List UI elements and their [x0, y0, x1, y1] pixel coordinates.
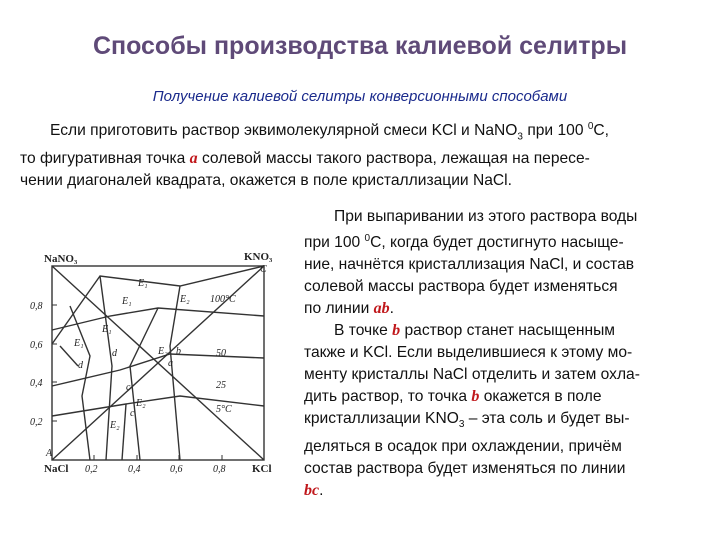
temp-label-5: 5°C — [216, 404, 232, 415]
point-label: E₂ — [158, 346, 168, 357]
x-tick-label: 0,4 — [128, 464, 141, 475]
text-line: по линии ab. — [304, 300, 394, 318]
point-b-mark: b — [471, 388, 480, 406]
intro-line: чении диагоналей квадрата, окажется в поле кристаллизации NaCl. — [20, 172, 512, 190]
text-line: дить раствор, то точка b окажется в поле — [304, 388, 602, 406]
point-label: d — [112, 348, 117, 359]
point-label: E₁ — [138, 278, 148, 289]
x-tick-label: 0,6 — [170, 464, 183, 475]
corner-label-nacl: NaCl — [44, 463, 69, 475]
slide-subtitle: Получение калиевой селитры конверсионными способами — [152, 88, 568, 105]
text-line: менту кристаллы NaCl отделить и затем охла- — [304, 366, 640, 384]
corner-letter-a: A — [46, 448, 53, 459]
x-tick-label: 0,2 — [85, 464, 98, 475]
boundary-line — [170, 286, 180, 460]
point-label: E₁ — [102, 324, 112, 335]
y-tick-label: 0,8 — [30, 301, 43, 312]
y-tick-label: 0,4 — [30, 378, 43, 389]
point-label: b — [176, 346, 181, 357]
isotherm-100 — [52, 266, 264, 344]
point-label: E₂ — [110, 420, 120, 431]
point-label: d — [78, 360, 83, 371]
text-line: солевой массы раствора будет изменяться — [304, 278, 618, 296]
boundary-line — [122, 404, 126, 460]
intro-line: Если приготовить раствор эквимолекулярной смеси KCl и NaNO$_3$ при 100 $^0$С, — [50, 121, 609, 143]
process-paragraph — [304, 206, 704, 502]
y-tick-label: 0,6 — [30, 340, 43, 351]
line-bc-mark: bc — [304, 482, 320, 500]
text-line: В точке b раствор станет насыщенным — [334, 322, 616, 340]
point-a-mark: a — [189, 150, 198, 168]
text-line: деляться в осадок при охлаждении, причём — [304, 438, 622, 456]
corner-label-kcl: KCl — [252, 463, 272, 475]
corner-letter-c: C — [260, 264, 267, 275]
point-label: E₂ — [136, 398, 146, 409]
line-ab-mark: ab — [373, 300, 390, 318]
isotherm-50 — [52, 308, 264, 330]
boundary-line — [100, 276, 112, 460]
point-label: E₁ — [122, 296, 132, 307]
slide-title: Способы производства калиевой селитры — [92, 32, 628, 60]
x-tick-label: 0,8 — [213, 464, 226, 475]
phase-diagram — [30, 246, 300, 476]
point-label: a — [168, 358, 173, 369]
point-label: c — [126, 382, 131, 393]
text-line: также и KCl. Если выделившиеся к этому мо- — [304, 344, 633, 362]
intro-line: то фигуративная точка a солевой массы такого раствора, лежащая на пересе- — [20, 150, 590, 168]
text-line: кристаллизации $KNO_3$ – эта соль и будет вы- — [304, 410, 630, 431]
corner-label-kno3: KNO₃ — [244, 251, 273, 263]
intro-paragraph — [20, 116, 704, 192]
text-line: при 100 $^0$С, когда будет достигнуто насыще- — [304, 233, 624, 252]
boundary-line — [70, 306, 90, 460]
point-b-mark: b — [392, 322, 401, 340]
temp-label-25: 25 — [216, 380, 226, 391]
point-label: E₂ — [180, 294, 190, 305]
text-line: ние, начнётся кристаллизация NaCl, и состав — [304, 256, 635, 274]
boundary-line — [60, 346, 78, 366]
corner-label-nano3: NaNO₃ — [44, 253, 78, 265]
temp-label-50: 50 — [216, 348, 226, 359]
point-label: E₁ — [74, 338, 84, 349]
y-tick-label: 0,2 — [30, 417, 43, 428]
temp-label-100: 100°C — [210, 294, 236, 305]
text-line: состав раствора будет изменяться по линии — [304, 460, 626, 478]
text-line: При выпаривании из этого раствора воды — [334, 208, 638, 225]
point-label: c — [130, 408, 135, 419]
text-line: bc. — [304, 482, 324, 500]
isotherm-25 — [52, 354, 264, 386]
